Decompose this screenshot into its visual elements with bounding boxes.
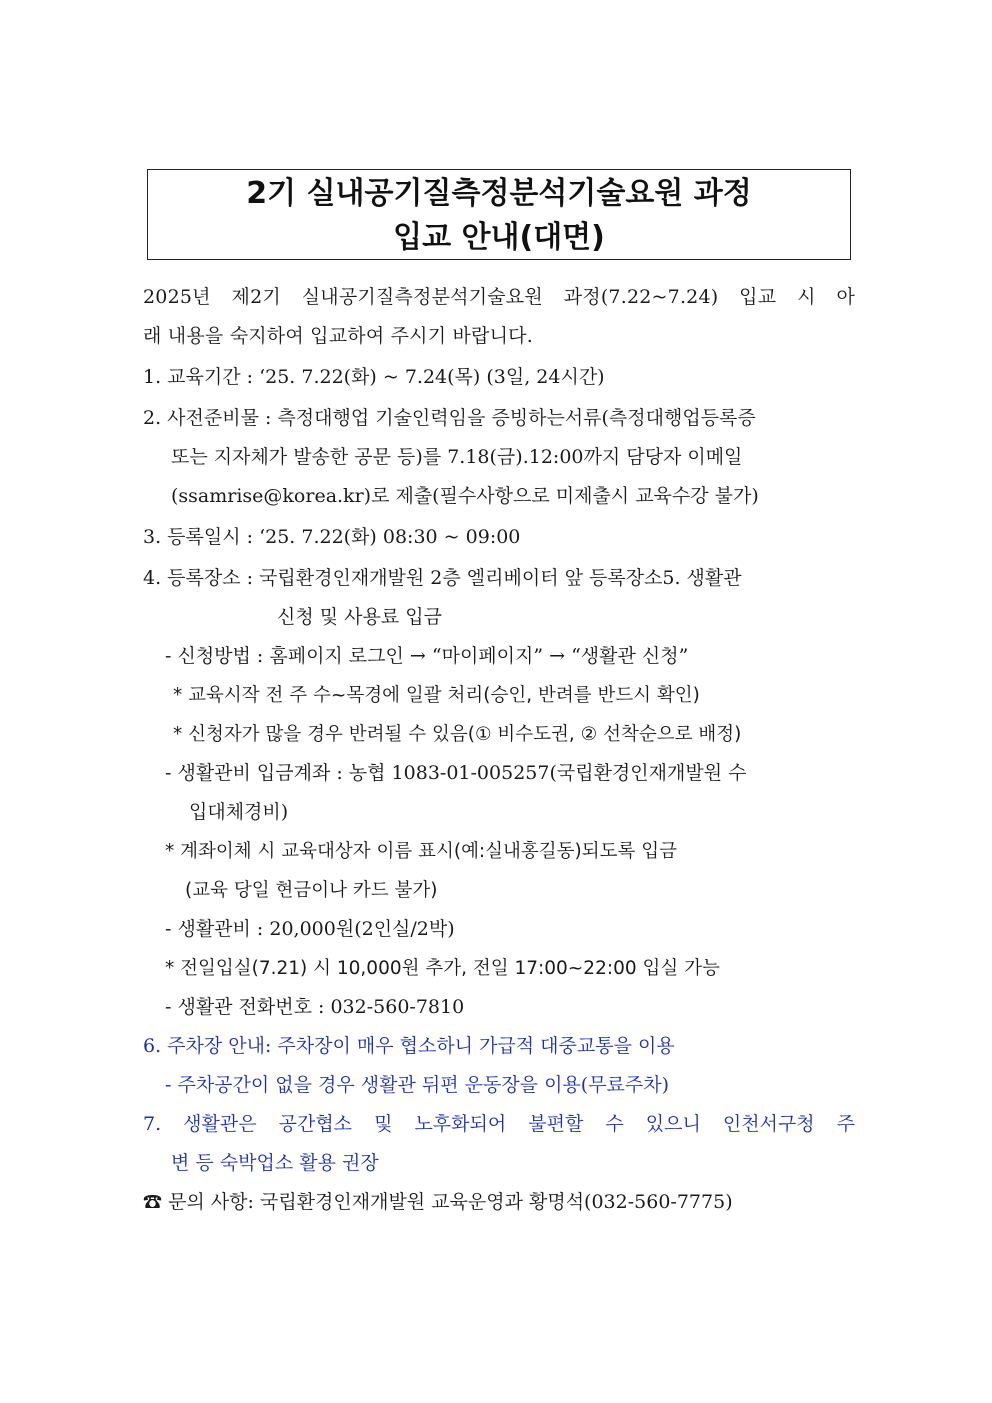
- dorm-note-priority: * 신청자가 많을 경우 반려될 수 있음(① 비수도권, ② 선착순으로 배정): [173, 724, 742, 745]
- item-registration-place-line1: 4. 등록장소 : 국립환경인재개발원 2층 엘리베이터 앞 등록장소5. 생활관: [143, 567, 742, 589]
- dorm-fee: - 생활관비 : 20,000원(2인실/2박): [165, 918, 455, 940]
- item-registration-time: 3. 등록일시 : ‘25. 7.22(화) 08:30 ~ 09:00: [143, 526, 521, 548]
- contact-line: [143, 1183, 855, 1222]
- dorm-note-transfer-cont: (교육 당일 현금이나 카드 불가): [185, 880, 438, 901]
- dorm-account-line2: 입대체경비): [189, 801, 289, 823]
- title-line2: 입교 안내(대면): [393, 220, 605, 255]
- telephone-icon: ☎: [143, 1191, 163, 1213]
- contact-text: 문의 사항: 국립환경인재개발원 교육운영과 황명석(032-560-7775): [168, 1191, 733, 1213]
- title-box: [147, 169, 851, 260]
- dorm-note-batch: * 교육시작 전 주 수~목경에 일괄 처리(승인, 반려를 반드시 확인): [173, 685, 700, 706]
- lodging-line2: 변 등 숙박업소 활용 권장: [171, 1152, 379, 1174]
- dorm-note-early-checkin: * 전일입실(7.21) 시 10,000원 추가, 전일 17:00~22:00 입실 가능: [165, 958, 720, 979]
- item-registration-place-line2: 신청 및 사용료 입금: [277, 606, 442, 628]
- lodging-line1: 7. 생활관은 공간협소 및 노후화되어 불편할 수 있으니 인천서구청 주: [143, 1113, 855, 1135]
- item-preparation-line1: 2. 사전준비물 : 측정대행업 기술인력임을 증빙하는서류(측정대행업등록증: [143, 407, 756, 429]
- item-education-period: 1. 교육기간 : ‘25. 7.22(화) ~ 7.24(목) (3일, 24시간): [143, 366, 605, 388]
- title-line1: 2기 실내공기질측정분석기술요원 과정: [246, 176, 752, 211]
- item-preparation: [143, 399, 855, 516]
- dorm-account-line1: - 생활관비 입금계좌 : 농협 1083-01-005257(국립환경인재개발원 수: [165, 762, 747, 784]
- intro-line2: 래 내용을 숙지하여 입교하여 주시기 바랍니다.: [143, 325, 533, 347]
- document-body: [143, 278, 855, 1222]
- item-preparation-line3: (ssamrise@korea.kr)로 제출(필수사항으로 미제출시 교육수강 불가): [171, 485, 759, 507]
- intro-paragraph: [143, 278, 855, 356]
- lodging-notice: [143, 1105, 855, 1183]
- dorm-method: - 신청방법 : 홈페이지 로그인 → “마이페이지” → “생활관 신청”: [165, 645, 689, 667]
- dorm-note-transfer: * 계좌이체 시 교육대상자 이름 표시(예:실내홍길동)되도록 입금: [165, 841, 677, 862]
- item-preparation-line2: 또는 지자체가 발송한 공문 등)를 7.18(금).12:00까지 담당자 이메일: [171, 446, 743, 468]
- parking-sub: - 주차공간이 없을 경우 생활관 뒤편 운동장을 이용(무료주차): [165, 1074, 670, 1096]
- dorm-account: [143, 754, 855, 832]
- item-registration-place: [143, 559, 855, 637]
- parking-heading: 6. 주차장 안내: 주차장이 매우 협소하니 가급적 대중교통을 이용: [143, 1035, 675, 1057]
- intro-line1: 2025년 제2기 실내공기질측정분석기술요원 과정(7.22~7.24) 입교 시 아: [143, 286, 855, 308]
- dorm-phone: - 생활관 전화번호 : 032-560-7810: [165, 996, 465, 1018]
